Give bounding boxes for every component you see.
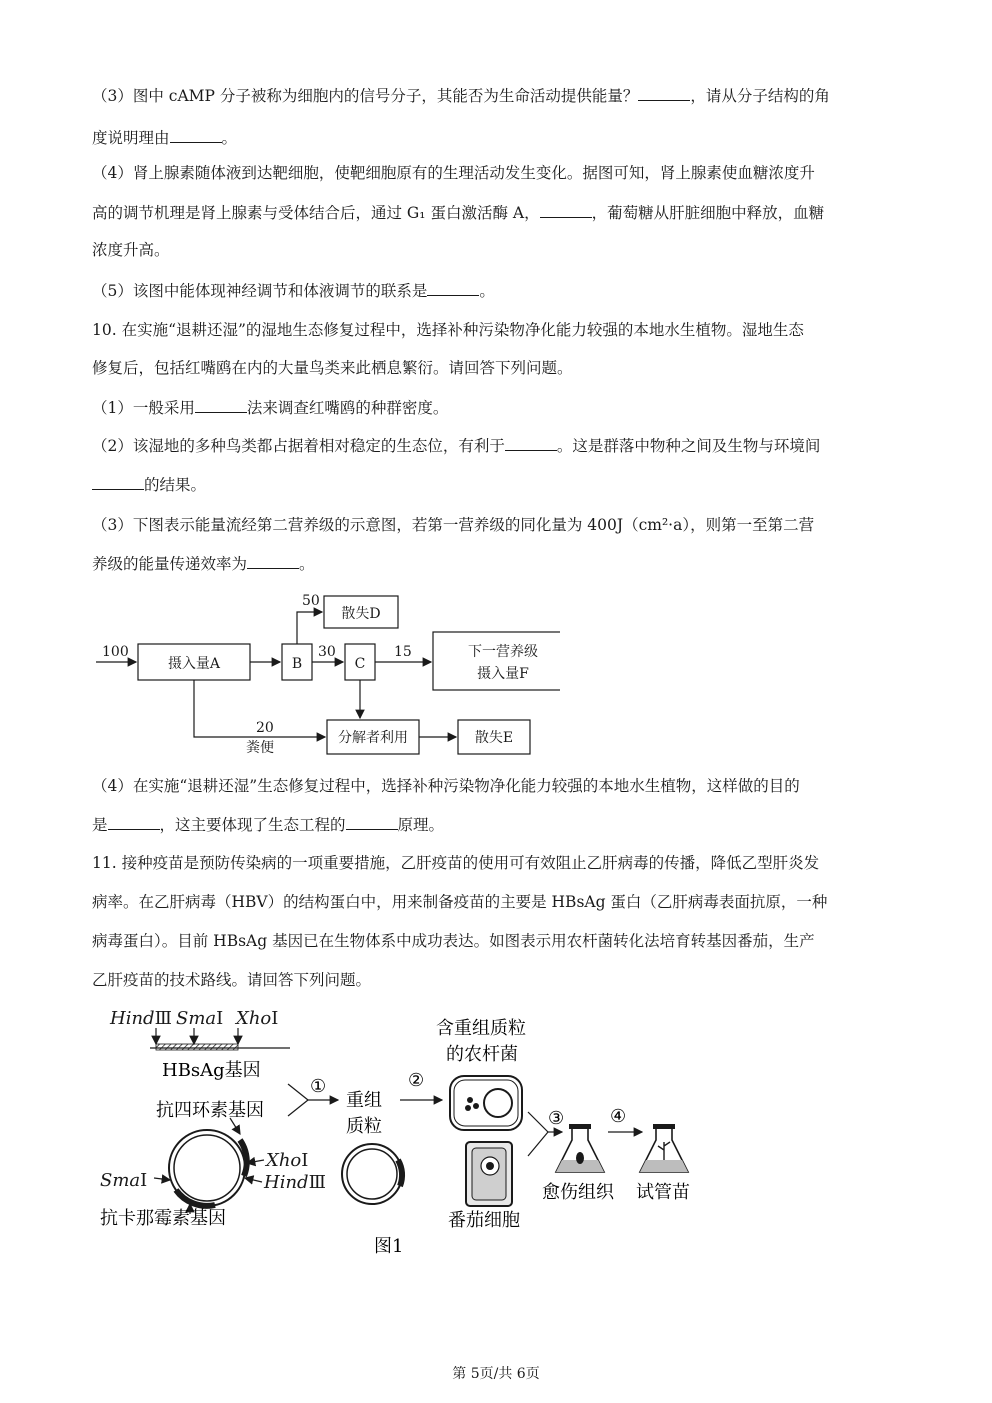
q10-intro-line1: 10. 在实施“退耕还湿”的湿地生态修复过程中，选择补种污染物净化能力较强的本地水生植物。湿地生态 <box>92 321 804 339</box>
plantlet-flask <box>640 1124 688 1172</box>
label-50: 50 <box>302 593 320 609</box>
plasmid-xho-name: Xho <box>266 1150 302 1171</box>
step-2-marker: ② <box>408 1070 425 1091</box>
label-hbsag-gene: HBsAg基因 <box>162 1060 261 1081</box>
q11-intro-line3: 病毒蛋白）。目前 HBsAg 基因已在生物体系中成功表达。如图表示用农杆菌转化法培育转基因番茄，生产 <box>92 932 815 950</box>
box-loss-e: 散失E <box>474 730 514 746</box>
step-1-marker: ① <box>310 1076 327 1097</box>
plasmid-sma-roman: Ⅰ <box>140 1170 148 1191</box>
site-xho-name: Xho <box>236 1008 272 1029</box>
label-callus: 愈伤组织 <box>542 1182 614 1203</box>
site-hind-name: Hind <box>110 1008 155 1029</box>
q10-part2-line2: 的结果。 <box>92 475 206 495</box>
plasmid-hind-name: Hind <box>264 1172 309 1193</box>
answer-blank <box>195 398 247 413</box>
svg-text:SmaⅠ <box>176 1008 223 1029</box>
svg-text:XhoⅠ <box>234 1008 278 1029</box>
site-hind-roman: Ⅲ <box>154 1008 172 1029</box>
label-agro-2: 的农杆菌 <box>446 1044 518 1065</box>
label-recombinant-2: 质粒 <box>346 1116 382 1137</box>
answer-blank <box>540 203 592 218</box>
q10-part1: （1）一般采用 法来调查红嘴鸥的种群密度。 <box>92 399 449 417</box>
step-3-marker: ③ <box>548 1108 565 1129</box>
q10-part3-line1: （3）下图表示能量流经第二营养级的示意图，若第一营养级的同化量为 400J（cm²·a），则第一至第二营 <box>92 516 815 534</box>
q11-intro-line1: 11. 接种疫苗是预防传染病的一项重要措施，乙肝疫苗的使用可有效阻止乙肝病毒的传播，降低乙型肝炎发 <box>92 854 820 872</box>
site-sma-roman: Ⅰ <box>216 1008 224 1029</box>
answer-blank <box>170 128 222 143</box>
plasmid-hind-roman: Ⅲ <box>308 1172 326 1193</box>
q10-part4-line1: （4）在实施“退耕还湿”生态修复过程中，选择补种污染物净化能力较强的本地水生植物，这样做的目的 <box>92 777 800 795</box>
answer-blank <box>92 475 144 490</box>
recombinant-plasmid <box>342 1144 402 1204</box>
svg-text:HindⅢ <box>109 1008 172 1029</box>
step-4-marker: ④ <box>610 1106 627 1127</box>
plasmid-sma-name: Sma <box>100 1170 141 1191</box>
box-b: B <box>291 656 303 672</box>
kan-gene-region <box>176 1190 215 1206</box>
label-feces: 粪便 <box>246 740 274 756</box>
q11-intro-line2: 病率。在乙肝病毒（HBV）的结构蛋白中，用来制备疫苗的主要是 HBsAg 蛋白（乙肝病毒表面抗原，一种 <box>92 893 828 911</box>
box-next-level-line2: 摄入量F <box>477 666 529 682</box>
box-intake: 摄入量A <box>167 656 221 672</box>
label-agro-1: 含重组质粒 <box>436 1018 526 1039</box>
label-tomato-cell: 番茄细胞 <box>448 1210 520 1231</box>
agrobacterium-cell <box>450 1076 522 1130</box>
q9-part4-line2: 高的调节机理是肾上腺素与受体结合后，通过 G₁ 蛋白激活酶 A， ，葡萄糖从肝脏细胞中释放，血糖 <box>92 204 825 222</box>
site-sma-name: Sma <box>176 1008 217 1029</box>
label-30: 30 <box>318 644 336 660</box>
label-kan-resistance: 抗卡那霉素基因 <box>100 1208 226 1229</box>
answer-blank <box>346 815 398 830</box>
answer-blank <box>108 815 160 830</box>
page-footer: 第 5页/共 6页 <box>452 1366 540 1382</box>
q9-part5: （5）该图中能体现神经调节和体液调节的联系是 。 <box>92 282 495 300</box>
label-15: 15 <box>394 644 412 660</box>
svg-text:XhoⅠ <box>264 1150 308 1171</box>
answer-blank <box>505 436 557 451</box>
svg-text:SmaⅠ <box>100 1170 147 1191</box>
q11-intro-line4: 乙肝疫苗的技术路线。请回答下列问题。 <box>92 971 372 989</box>
box-decomposer: 分解者利用 <box>338 730 408 746</box>
answer-blank <box>427 281 479 296</box>
box-loss-d: 散失D <box>341 606 381 622</box>
figure-1 <box>90 1000 710 1262</box>
answer-blank <box>638 86 690 101</box>
tomato-cell <box>466 1142 512 1206</box>
svg-text:HindⅢ <box>263 1172 326 1193</box>
site-xho-roman: Ⅰ <box>271 1008 279 1029</box>
energy-flow-diagram <box>90 588 560 764</box>
q9-part3-line2: 度说明理由 。 <box>92 129 238 147</box>
q9-part4-line1: （4）肾上腺素随体液到达靶细胞，使靶细胞原有的生理活动发生变化。据图可知，肾上腺素使血糖浓度升 <box>92 164 815 182</box>
q10-intro-line2: 修复后，包括红嘴鸥在内的大量鸟类来此栖息繁衍。请回答下列问题。 <box>92 359 573 377</box>
q9-part3-line1: （3）图中 cAMP 分子被称为细胞内的信号分子，其能否为生命活动提供能量？ ，请从分子结构的角 <box>92 87 830 105</box>
answer-blank <box>247 554 299 569</box>
q10-part3-line2: 养级的能量传递效率为 。 <box>92 555 315 573</box>
q10-part4-line2: 是 ，这主要体现了生态工程的 原理。 <box>92 816 445 834</box>
label-100: 100 <box>102 644 129 660</box>
label-recombinant-1: 重组 <box>346 1090 382 1111</box>
hbsag-gene-segment <box>156 1044 238 1050</box>
callus-flask <box>556 1124 604 1172</box>
box-c: C <box>354 656 366 672</box>
label-plantlet: 试管苗 <box>636 1182 690 1203</box>
label-20: 20 <box>256 720 274 736</box>
label-tet-resistance: 抗四环素基因 <box>156 1100 264 1121</box>
figure-1-caption: 图1 <box>374 1236 404 1257</box>
plasmid-xho-roman: Ⅰ <box>301 1150 309 1171</box>
q10-part2-line1: （2）该湿地的多种鸟类都占据着相对稳定的生态位，有利于 。这是群落中物种之间及生物与环境间 <box>92 437 821 455</box>
q9-part4-line3: 浓度升高。 <box>92 241 170 259</box>
box-next-level-line1: 下一营养级 <box>468 644 538 660</box>
